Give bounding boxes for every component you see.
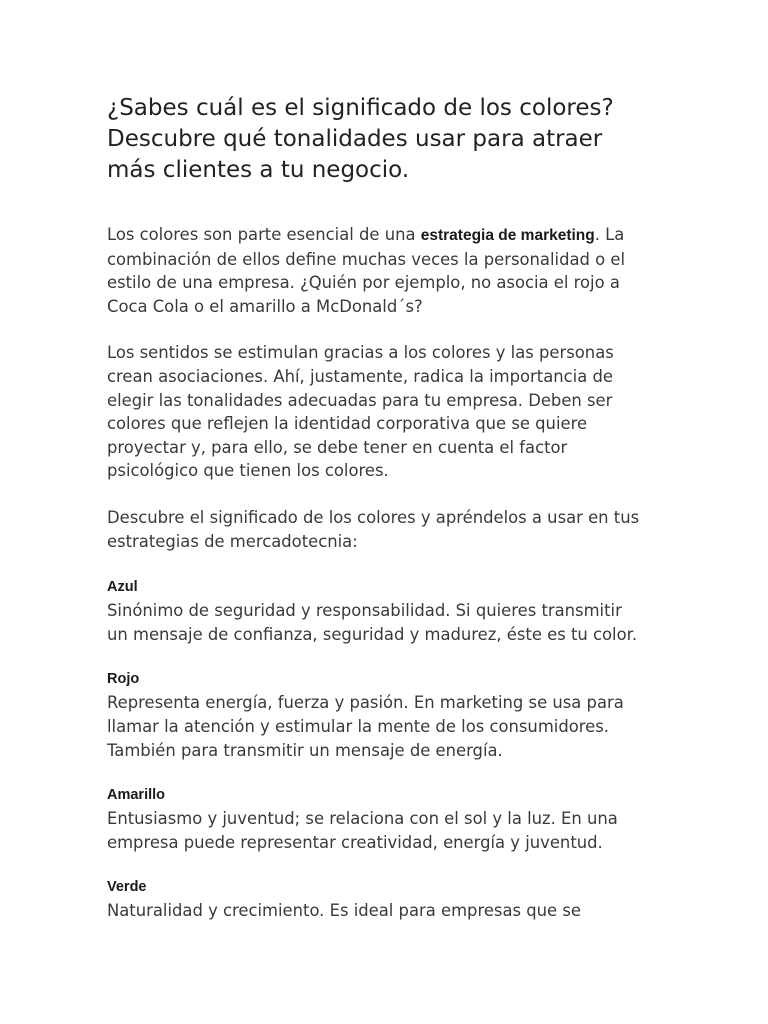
paragraph-line: Sinónimo de seguridad y responsabilidad. Si quieres transmitir bbox=[107, 601, 622, 621]
paragraph-line: llamar la atención y estimular la mente de los consumidores. bbox=[107, 716, 609, 736]
title-line: más clientes a tu negocio. bbox=[107, 157, 410, 183]
color-section-amarillo bbox=[107, 787, 697, 854]
paragraph-line: proyectar y, para ello, se debe tener en cuenta el factor bbox=[107, 437, 568, 457]
section-heading: Rojo bbox=[107, 671, 140, 688]
paragraph-line: crean asociaciones. Ahí, justamente, radica la importancia de bbox=[107, 366, 613, 386]
intro-text-after: . La bbox=[594, 225, 625, 244]
intro-paragraph bbox=[107, 223, 697, 318]
paragraph-line: También para transmitir un mensaje de energía. bbox=[107, 740, 503, 760]
title-line: ¿Sabes cuál es el significado de los colores? bbox=[107, 95, 614, 121]
paragraph-line: colores que reflejen la identidad corporativa que se quiere bbox=[107, 414, 588, 434]
section-body bbox=[107, 899, 697, 923]
paragraph-line: Entusiasmo y juventud; se relaciona con el sol y la luz. En una bbox=[107, 809, 618, 829]
paragraph-line: Representa energía, fuerza y pasión. En marketing se usa para bbox=[107, 693, 624, 713]
document-page bbox=[107, 93, 697, 923]
paragraph-line bbox=[107, 223, 697, 248]
paragraph-line: empresa puede representar creatividad, energía y juventud. bbox=[107, 832, 603, 852]
marketing-strategy-link[interactable]: estrategia de marketing bbox=[420, 227, 595, 244]
paragraph-line: Coca Cola o el amarillo a McDonald´s? bbox=[107, 296, 423, 316]
paragraph-line: Naturalidad y crecimiento. Es ideal para empresas que se bbox=[107, 901, 581, 921]
senses-paragraph bbox=[107, 341, 697, 483]
paragraph-line: estrategias de mercadotecnia: bbox=[107, 531, 358, 551]
intro-text-before: Los colores son parte esencial de una bbox=[107, 225, 421, 244]
section-body bbox=[107, 807, 697, 854]
paragraph-line: combinación de ellos define muchas veces la personalidad o el bbox=[107, 249, 626, 269]
paragraph-line: elegir las tonalidades adecuadas para tu empresa. Deben ser bbox=[107, 390, 613, 410]
paragraph-line: estilo de una empresa. ¿Quién por ejemplo, no asocia el rojo a bbox=[107, 273, 620, 293]
document-title bbox=[107, 93, 697, 186]
section-heading: Amarillo bbox=[107, 787, 166, 804]
color-section-azul bbox=[107, 579, 697, 646]
paragraph-line: Descubre el significado de los colores y apréndelos a usar en tus bbox=[107, 507, 640, 527]
section-body bbox=[107, 599, 697, 646]
paragraph-line: Los sentidos se estimulan gracias a los colores y las personas bbox=[107, 343, 614, 363]
title-line: Descubre qué tonalidades usar para atraer bbox=[107, 126, 603, 152]
section-heading: Azul bbox=[107, 579, 138, 596]
discover-paragraph bbox=[107, 506, 697, 553]
color-section-verde bbox=[107, 879, 697, 923]
paragraph-line: psicológico que tienen los colores. bbox=[107, 461, 389, 481]
paragraph-line: un mensaje de confianza, seguridad y madurez, éste es tu color. bbox=[107, 624, 638, 644]
section-heading: Verde bbox=[107, 879, 147, 896]
color-section-rojo bbox=[107, 671, 697, 762]
section-body bbox=[107, 691, 697, 762]
